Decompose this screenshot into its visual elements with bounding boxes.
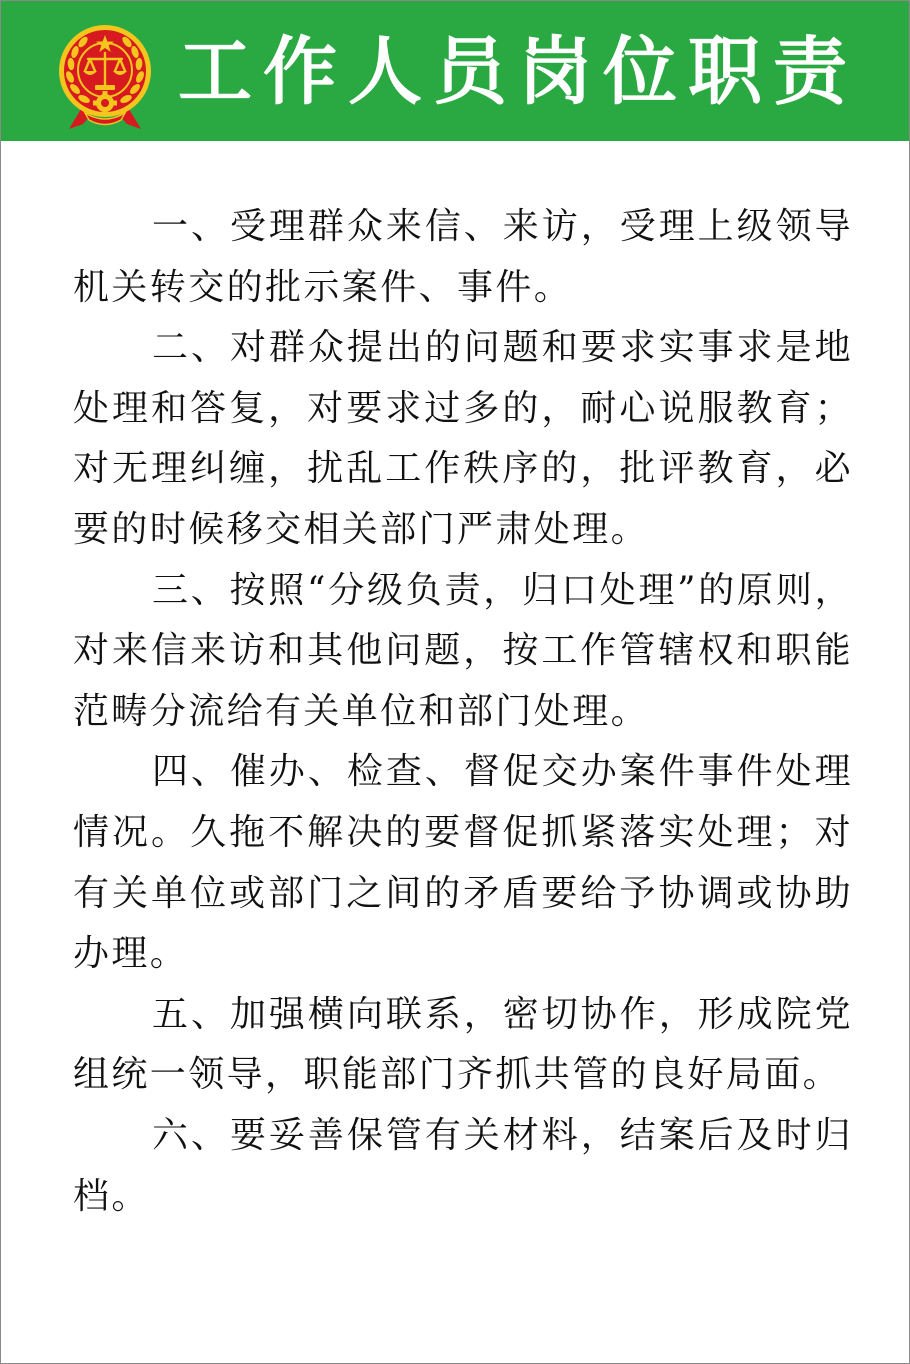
duty-list bbox=[73, 197, 853, 1227]
duty-item-1: 一、受理群众来信、来访，受理上级领导机关转交的批示案件、事件。 bbox=[73, 206, 853, 308]
court-emblem-icon bbox=[55, 21, 155, 133]
duty-item-4: 四、催办、检查、督促交办案件事件处理情况。久拖不解决的要督促抓紧落实处理；对有关单位或部门之间的矛盾要给予协调或协助办理。 bbox=[73, 751, 853, 975]
duty-item-5: 五、加强横向联系，密切协作，形成院党组统一领导，职能部门齐抓共管的良好局面。 bbox=[73, 993, 853, 1096]
page-title: 工作人员岗位职责 bbox=[178, 29, 858, 115]
duty-item-2: 二、对群众提出的问题和要求实事求是地处理和答复，对要求过多的，耐心说服教育；对无理纠缠，扰乱工作秩序的，批评教育，必要的时候移交相关部门严肃处理。 bbox=[73, 327, 853, 550]
duty-item-6: 六、要妥善保管有关材料，结案后及时归档。 bbox=[73, 1114, 853, 1217]
header-banner bbox=[1, 1, 909, 141]
duty-item-3: 三、按照“分级负责，归口处理”的原则，对来信来访和其他问题，按工作管辖权和职能范畴分流给有关单位和部门处理。 bbox=[73, 569, 853, 732]
